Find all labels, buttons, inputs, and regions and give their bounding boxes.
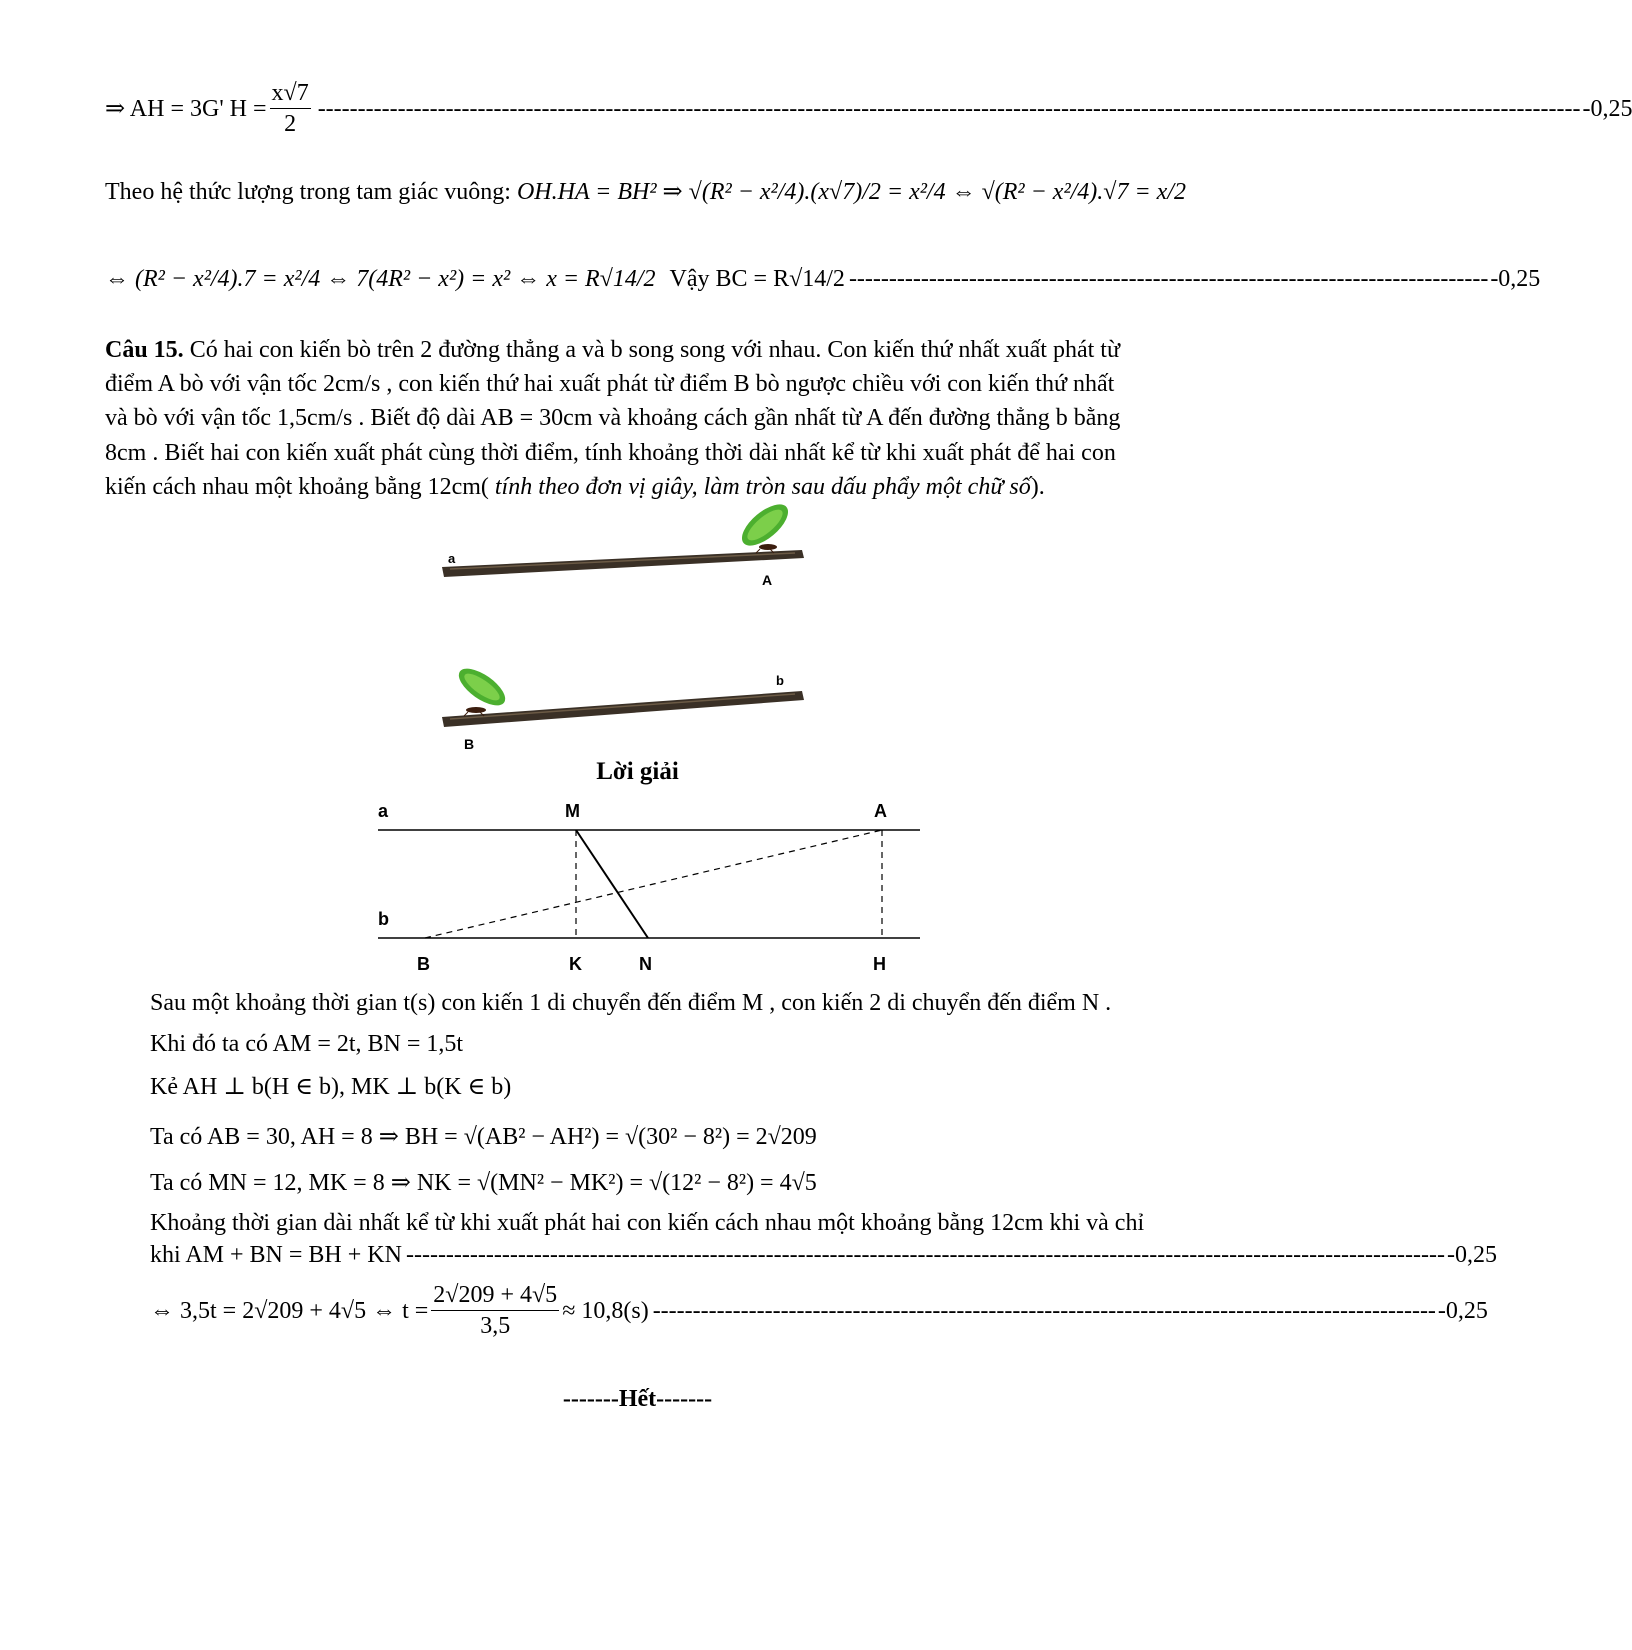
diagram-label-b: b — [378, 909, 389, 929]
question-label: Câu 15. — [105, 337, 184, 363]
sol7-text: khi AM + BN = BH + KN — [150, 1242, 402, 1268]
eq3-row — [105, 262, 1541, 296]
solution-line-2: Khi đó ta có AM = 2t, BN = 1,5t — [150, 1031, 464, 1057]
question-line-4: 8cm . Biết hai con kiến xuất phát cùng thời điểm, tính khoảng thời dài nhất kể từ khi xuất phát để hai con — [105, 440, 1116, 466]
solution-title: Lời giải — [596, 758, 679, 785]
solution-line-5: Ta có MN = 12, MK = 8 ⇒ NK = √(MN² − MK²) = √(12² − 8²) = 4√5 — [150, 1170, 817, 1196]
solution-line-4: Ta có AB = 30, AH = 8 ⇒ BH = √(AB² − AH²) = √(30² − 8²) = 2√209 — [150, 1124, 817, 1150]
sol8-text: ⇔ 3,5t = 2√209 + 4√5 ⇔ t = — [150, 1297, 429, 1324]
geometry-diagram — [370, 795, 930, 985]
sol7-score: -0,25 — [1446, 1242, 1497, 1268]
photo-label-b: b — [776, 673, 784, 688]
sol8-den: 3,5 — [480, 1313, 511, 1339]
solution-line-1: Sau một khoảng thời gian t(s) con kiến 1 di chuyển đến điểm M , con kiến 2 di chuyển đến điểm N . — [150, 990, 1112, 1016]
eq3-score: -0,25 — [1490, 266, 1541, 292]
branch-a — [442, 550, 804, 577]
eq1-den: 2 — [284, 111, 297, 137]
diagram-label-N: N — [639, 954, 652, 974]
eq1-fraction — [270, 78, 311, 139]
question-line-3: và bò với vận tốc 1,5cm/s . Biết độ dài AB = 30cm và khoảng cách gần nhất từ A đến đường thẳng b bằng — [105, 405, 1121, 431]
question-last-end: ). — [1030, 474, 1045, 500]
eq1-row — [105, 78, 1632, 139]
ant-leaf-a-icon — [735, 497, 795, 553]
segment-AB — [425, 830, 882, 938]
eq1-num: x√7 — [270, 78, 311, 109]
sol8-dash-leader: -------------------------------------------------------------------------------------------------- — [652, 1297, 1436, 1324]
eq2-intro: Theo hệ thức lượng trong tam giác vuông: — [105, 179, 511, 205]
segment-MN — [576, 830, 648, 938]
eq3-conclusion: Vậy BC = R√14/2 — [669, 266, 845, 292]
diagram-label-A: A — [874, 801, 887, 821]
question-line-1 — [105, 333, 1185, 367]
eq1-score: -0,25 — [1582, 95, 1632, 122]
diagram-label-B: B — [417, 954, 430, 974]
eq1-dash-leader: -------------------------------------------------------------------------------------------------------------------------------------------------------------- — [317, 95, 1581, 122]
eq2-row — [105, 175, 1185, 209]
diagram-label-K: K — [569, 954, 582, 974]
solution-line-7 — [150, 1238, 1497, 1272]
question-text-1: Có hai con kiến bò trên 2 đường thẳng a và b song song với nhau. Con kiến thứ nhất xuất phát từ — [189, 337, 1120, 363]
diagram-label-M: M — [565, 801, 580, 821]
ant-leaf-b-icon — [453, 662, 511, 716]
eq3-dash-leader: -------------------------------------------------------------------------------- — [848, 266, 1489, 292]
diagram-label-H: H — [873, 954, 886, 974]
solution-line-6: Khoảng thời gian dài nhất kể từ khi xuất phát hai con kiến cách nhau một khoảng bằng 12cm khi và chỉ — [150, 1210, 1145, 1236]
solution-line-8 — [150, 1280, 1488, 1341]
sol8-num: 2√209 + 4√5 — [431, 1280, 559, 1311]
sol8-fraction — [431, 1280, 559, 1341]
ants-illustration — [430, 505, 820, 760]
diagram-label-a: a — [378, 801, 389, 821]
sol8-score: -0,25 — [1437, 1297, 1488, 1324]
photo-label-B: B — [464, 736, 475, 752]
photo-label-a: a — [448, 551, 456, 566]
question-last-plain: kiến cách nhau một khoảng bằng 12cm( — [105, 474, 489, 500]
photo-label-A: A — [762, 572, 773, 588]
eq3-expr: ⇔ (R² − x²/4).7 = x²/4 ⇔ 7(4R² − x²) = x² ⇔ x = R√14/2 — [105, 266, 656, 292]
question-last-italic: tính theo đơn vị giây, làm tròn sau dấu phẩy một chữ số — [488, 474, 1031, 500]
question-line-2: điểm A bò với vận tốc 2cm/s , con kiến thứ hai xuất phát từ điểm B bò ngược chiều với con kiến thứ nhất — [105, 371, 1115, 397]
question-line-5 — [105, 470, 1185, 504]
end-marker: -------Hết------- — [562, 1386, 713, 1412]
solution-line-3: Kẻ AH ⊥ b(H ∈ b), MK ⊥ b(K ∈ b) — [150, 1074, 512, 1100]
sol8-after: ≈ 10,8(s) — [562, 1297, 649, 1324]
sol7-dash-leader: ---------------------------------------------------------------------------------------------------------------------------------- — [405, 1242, 1445, 1268]
eq2-expr: OH.HA = BH² ⇒ √(R² − x²/4).(x√7)/2 = x²/4 ⇔ √(R² − x²/4).√7 = x/2 — [516, 179, 1186, 205]
eq1-lhs: ⇒ AH = 3G' H = — [105, 95, 267, 122]
